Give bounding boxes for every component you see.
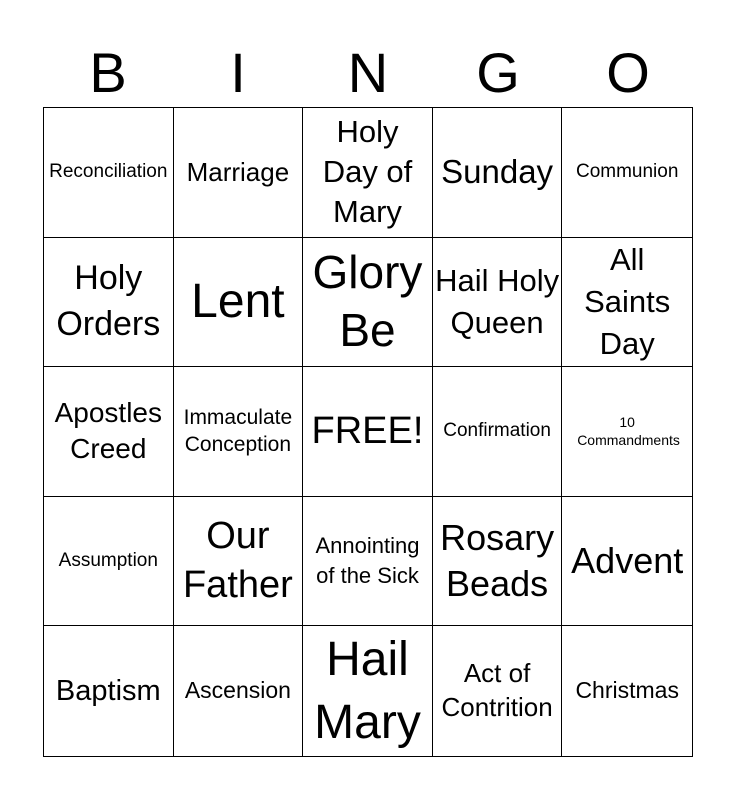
bingo-cell[interactable] [44,497,174,627]
header-letter-g: G [476,41,520,104]
header-letter-b: B [89,41,127,104]
cell-label: FREE! [311,409,424,452]
cell-label: Holy Day of Mary [322,113,413,230]
cell-label: Annointing of the Sick [315,533,420,589]
header-letter-i: I [230,41,246,104]
bingo-cell[interactable] [562,108,692,238]
cell-label: Apostles Creed [54,397,162,465]
cell-label: Marriage [186,157,290,188]
bingo-cell[interactable] [174,367,304,497]
cell-label: Rosary Beads [440,517,555,605]
bingo-cell[interactable] [433,626,563,756]
bingo-cell[interactable] [303,238,433,368]
cell-label: Ascension [184,677,291,704]
cell-label: Christmas [575,677,679,704]
cell-label: Holy Orders [56,259,161,343]
cell-label: Act of Contrition [441,658,553,723]
cell-label: Lent [191,275,285,329]
bingo-cell[interactable] [174,497,304,627]
cell-label: All Saints Day [584,242,671,361]
free-space[interactable] [303,367,433,497]
bingo-cell[interactable] [174,626,304,756]
cell-label: Communion [575,160,679,182]
bingo-cell[interactable] [174,238,304,368]
bingo-cell[interactable] [174,108,304,238]
cell-label: Hail Mary [314,632,421,750]
bingo-cell[interactable] [562,497,692,627]
cell-label: Baptism [55,675,161,708]
cell-label: Hail Holy Queen [435,263,560,340]
bingo-board [43,107,693,757]
bingo-cell[interactable] [433,238,563,368]
bingo-cell[interactable] [44,367,174,497]
bingo-cell[interactable] [44,238,174,368]
header-letter-o: O [606,41,650,104]
header-letter-n: N [347,41,389,104]
cell-label: Advent [571,540,684,582]
cell-label: Sunday [441,153,554,191]
cell-label: Assumption [58,549,158,571]
bingo-cell[interactable] [562,238,692,368]
bingo-cell[interactable] [562,626,692,756]
bingo-cell[interactable] [44,626,174,756]
cell-label: Glory Be [312,246,423,356]
bingo-cell[interactable] [303,108,433,238]
bingo-cell[interactable] [562,367,692,497]
bingo-header [43,38,693,108]
bingo-cell[interactable] [303,497,433,627]
cell-label: Our Father [182,515,293,607]
bingo-cell[interactable] [433,497,563,627]
cell-label: 10 Commandments [577,414,680,449]
cell-label: Immaculate Conception [183,406,293,457]
bingo-cell[interactable] [433,367,563,497]
cell-label: Reconciliation [49,160,168,182]
cell-label: Confirmation [443,420,551,442]
bingo-cell[interactable] [44,108,174,238]
bingo-cell[interactable] [433,108,563,238]
bingo-cell[interactable] [303,626,433,756]
